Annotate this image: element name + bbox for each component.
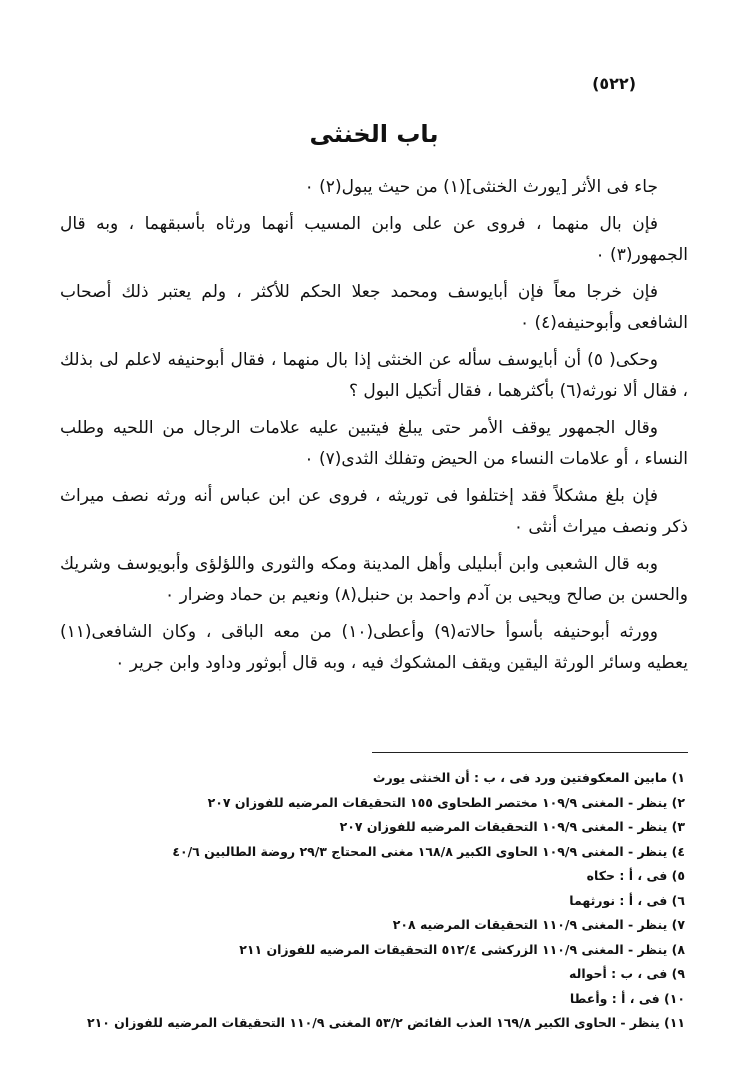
footnote: ٤) ينظر - المغنى ١٠٩/٩ الحاوى الكبير ١٦٨/٨ مغنى المحتاج ٢٩/٣ روضة الطالبين ٤٠/٦	[172, 843, 685, 859]
paragraph: وبه قال الشعبى وابن أبىليلى وأهل المدينة ومكه والثورى واللؤلؤى وأبويوسف وشريك والحسن بن صالح ويحيى بن آدم واحمد بن حنبل(٨) ونعيم بن حماد وضرار ٠	[60, 553, 688, 605]
paragraph: وحكى( ٥) أن أبايوسف سأله عن الخنثى إذا بال منهما ، فقال أبوحنيفه لاعلم لى بذلك ، فقال ألا نورثه(٦) بأكثرهما ، فقال أتكيل البول ؟	[60, 349, 688, 401]
paragraph: وورثه أبوحنيفه بأسوأ حالاته(٩) وأعطى(١٠) من معه الباقى ، وكان الشافعى(١١) يعطيه وسائر الورثة اليقين ويقف المشكوك فيه ، وبه قال أبوثور وداود وابن جرير ٠	[60, 621, 688, 673]
footnote: ٢) ينظر - المغنى ١٠٩/٩ مختصر الطحاوى ١٥٥ التحقيقات المرضيه للفوزان ٢٠٧	[207, 794, 685, 810]
paragraph: وقال الجمهور يوقف الأمر حتى يبلغ فيتبين عليه علامات الرجال من اللحيه وطلب النساء ، أو علامات النساء من الحيض وتفلك الثدى(٧) ٠	[60, 417, 688, 469]
footnote: ٧) ينظر - المغنى ١١٠/٩ التحقيقات المرضيه ٢٠٨	[392, 917, 685, 932]
paragraph: فإن خرجا معاً فإن أبايوسف ومحمد جعلا الحكم للأكثر ، ولم يعتبر ذلك أصحاب الشافعى وأبوحنيفه(٤) ٠	[60, 281, 688, 333]
footnote: ٩) فى ، ب : أحواله	[569, 966, 685, 981]
footnote: ١) مابين المعكوفتين ورد فى ، ب : أن الخنثى يورث	[372, 770, 685, 785]
footnote: ٣) ينظر - المغنى ١٠٩/٩ التحقيقات المرضيه للفوزان ٢٠٧	[339, 819, 685, 834]
paragraph: فإن بال منهما ، فروى عن على وابن المسيب أنهما ورثاه بأسبقهما ، وبه قال الجمهور(٣) ٠	[60, 213, 688, 265]
footnote-separator	[372, 752, 688, 753]
footnote: ١١) ينظر - الحاوى الكبير ١٦٩/٨ العذب الفائض ٥٣/٢ المغنى ١١٠/٩ التحقيقات المرضيه للفوزان ٢١٠	[86, 1015, 685, 1030]
paragraph: فإن بلغ مشكلاً فقد إختلفوا فى توريثه ، فروى عن ابن عباس أنه ورثه نصف ميراث ذكر ونصف ميراث أنثى ٠	[60, 485, 688, 537]
footnote: ٨) ينظر - المغنى ١١٠/٩ الزركشى ٥١٢/٤ التحقيقات المرضيه للفوزان ٢١١	[239, 941, 685, 957]
footnote: ٥) فى ، أ : حكاه	[586, 868, 685, 883]
body-text	[60, 172, 688, 685]
page-number: (٥٢٢)	[592, 74, 636, 93]
footnotes	[80, 766, 685, 1036]
footnote: ١٠) فى ، أ : وأعطا	[569, 990, 685, 1006]
chapter-title: باب الخنثى	[309, 120, 439, 148]
footnote: ٦) فى ، أ : نورثهما	[569, 892, 685, 908]
paragraph: جاء فى الأثر [يورث الخنثى](١) من حيث يبول(٢) ٠	[304, 177, 658, 197]
